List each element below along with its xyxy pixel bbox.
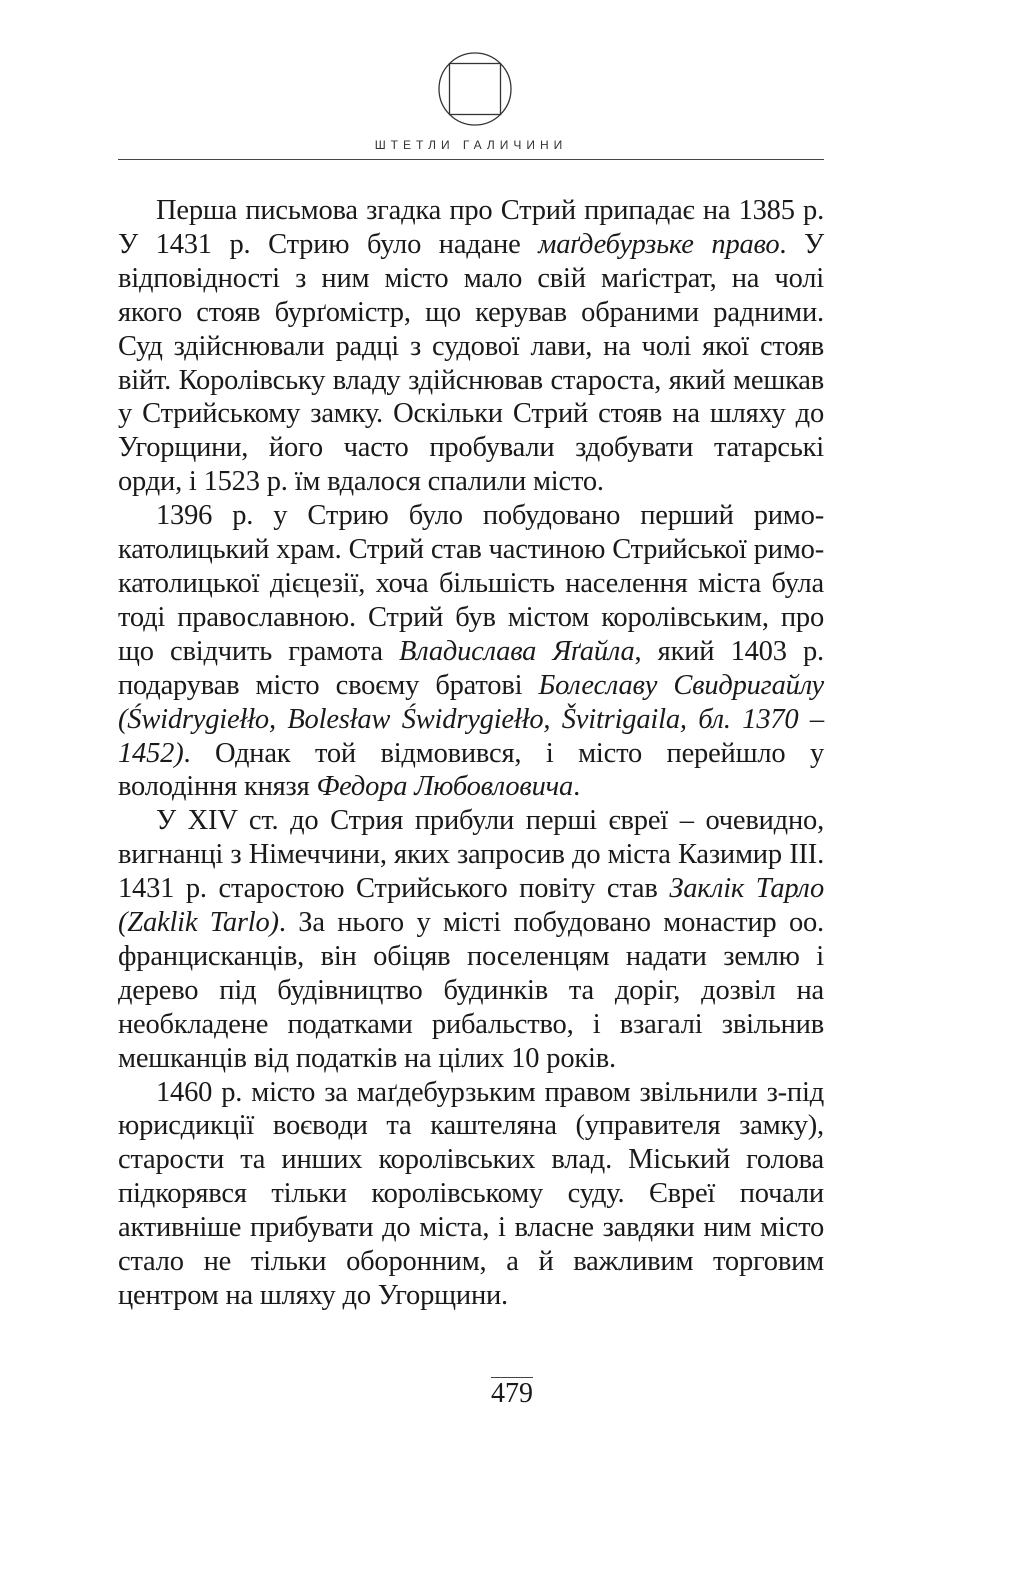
paragraph: [118, 499, 824, 804]
square-in-circle-logo: [436, 50, 514, 128]
body-text: [118, 194, 824, 1313]
text-run: 1460 р. місто за маґдебурзьким правом звільнили з-під юрисдикції воєводи та каштеляна (управителя замку), старости та инших королівських влад. Міський голова підкорявся тільки королівському суду. Євреї почали активніше прибувати до міста, і власне завдяки ним місто стало не тільки оборонним, а й важливим торговим центром на шляху до Угорщини.: [118, 1076, 824, 1311]
text-run: . За нього у місті побудовано монастир оо. францисканців, він обіцяв поселенцям надати землю і дерево під будівництво будинків та доріг, дозвіл на необкладене податками рибальство, і взагалі звільнив мешканців від податків на цілих 10 років.: [118, 907, 824, 1074]
paragraph: [118, 804, 824, 1075]
italic-text-run: Федора Любовловича: [316, 771, 574, 803]
running-head: ШТЕТЛИ ГАЛИЧИНИ: [374, 138, 568, 152]
italic-text-run: маґдебурзьке право: [538, 228, 780, 260]
text-run: У XIV ст. до Стрия прибули перші євреї – очевидно, вигнанці з Німеччини, яких запросив до міста Казимир III. 1431 р. старостою Стрийського повіту став: [118, 805, 824, 905]
text-run: Перша письмова згадка про Стрий припадає на 1385 р. У 1431 р. Стрию було надане: [118, 195, 824, 260]
paragraph: [118, 1076, 824, 1313]
text-run: . Однак той відмовився, і місто перейшло у володіння князя: [118, 737, 824, 803]
italic-text-run: Владислава Яґайла: [399, 635, 635, 667]
page-number: [0, 1378, 1024, 1410]
text-run: .: [573, 771, 581, 803]
paragraph: [118, 194, 824, 499]
header-rule: [118, 159, 824, 160]
italic-text-run: Заклік Тарло (Zaklik Tarlo): [118, 873, 824, 939]
text-run: 1396 р. у Стрию було побудовано перший римо-католицький храм. Стрий став частиною Стрийської римо-католицької дієцезії, хоча більшість населення міста була тоді православною. Стрий був містом королівським, про що свідчить грамота: [118, 500, 824, 667]
italic-text-run: Болеславу Свидригайлу (Świdrygiełło, Bolesław Świdrygiełło, Švitrigaila, бл. 1370 – 1452): [118, 669, 824, 769]
page-number-text: 479: [491, 1378, 533, 1409]
text-run: , який 1403 р. подарував місто своєму братові: [118, 635, 824, 701]
text-run: . У відповідності з ним місто мало свій маґістрат, на чолі якого стояв бурґомістр, що керував обраними радними. Суд здійснювали радці з судової лави, на чолі якої стояв війт. Королівську владу здійснював староста, який мешкав у Стрийському замку. Оскільки Стрий стояв на шляху до Угорщини, його часто пробували здобувати татарські орди, і 1523 р. їм вдалося спалили місто.: [118, 228, 824, 498]
